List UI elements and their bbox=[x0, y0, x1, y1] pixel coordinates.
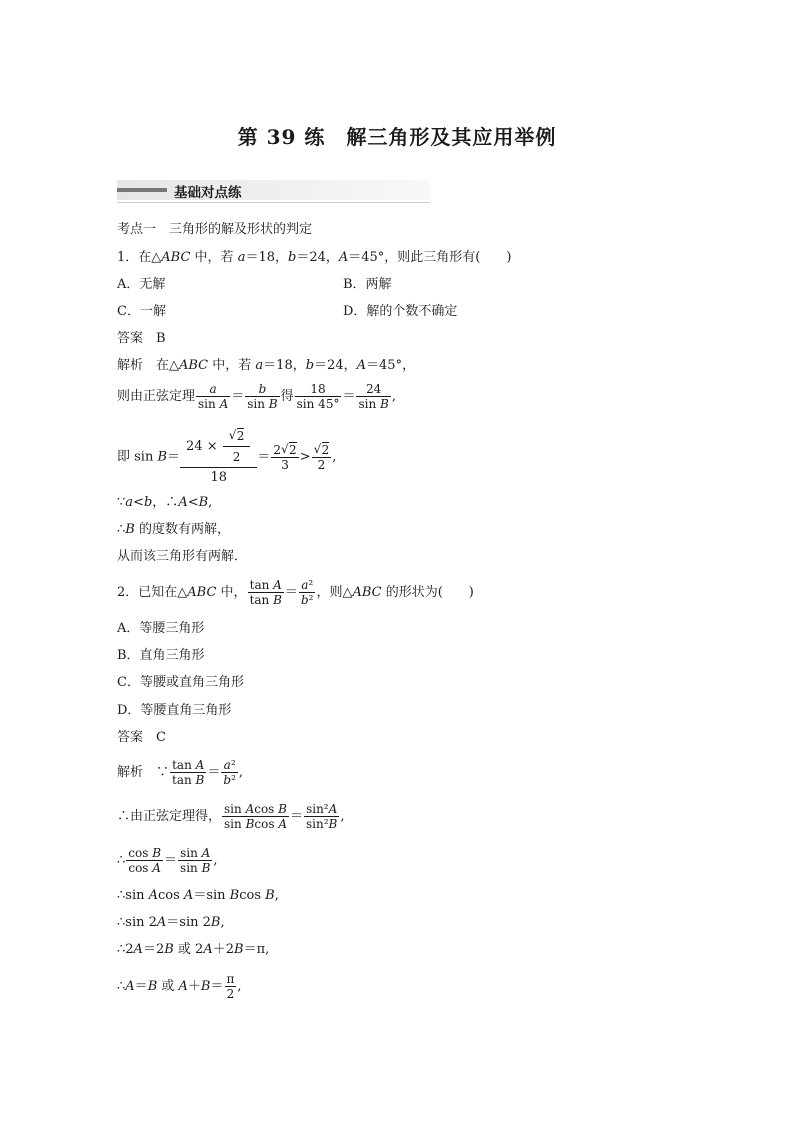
question-1-stem: 1．在△ABC 中，若 a＝18，b＝24，A＝45°，则此三角形有( ) bbox=[117, 250, 512, 265]
section-header bbox=[117, 180, 430, 200]
question-2-stem: 2．已知在△ABC 中， $\frac{\text{tan A}}{\text{tan B}}$ ＝ $\frac{\text{a²}}{\text{b²}}$ ，则△ABC 的形状为( ) bbox=[117, 578, 474, 607]
q2-step-sine-law: ∴由正弦定理得， $\frac{\text{sin Acos B}}{\text{sin Bcos A}}$ ＝ $\frac{\text{sin²A}}{\text{sin²B}}$ , bbox=[117, 802, 345, 831]
q2-option-a: A．等腰三角形 bbox=[117, 621, 205, 636]
q2-step-ratio: ∴ $\frac{\text{cos B}}{\text{cos A}}$ ＝ $\frac{\text{sin A}}{\text{sin B}}$ , bbox=[117, 846, 218, 875]
q1-since-line: ∵a<b，∴A<B, bbox=[117, 495, 213, 510]
q2-step-double: ∴sin 2A＝sin 2B, bbox=[117, 915, 225, 930]
q2-answer: 答案 C bbox=[117, 730, 166, 745]
q2-step-angles: ∴2A＝2B 或 2A＋2B＝π, bbox=[117, 942, 270, 957]
q1-option-a: A．无解 bbox=[117, 277, 166, 292]
q1-answer: 答案 B bbox=[117, 331, 166, 346]
q2-option-d: D．等腰直角三角形 bbox=[117, 703, 232, 718]
q2-option-c: C．等腰或直角三角形 bbox=[117, 675, 244, 690]
q1-option-c: C．一解 bbox=[117, 304, 166, 319]
topic-heading: 考点一 三角形的解及形状的判定 bbox=[117, 222, 313, 237]
page-title: 第 39 练 解三角形及其应用举例 bbox=[237, 125, 557, 149]
section-divider bbox=[117, 202, 430, 203]
q1-sine-law-line: 则由正弦定理 $\frac{a}{\text{sin A}}$ ＝ $\frac{b}{\text{sin B}}$ 得 $\frac{18}{\sin 45^\circ}$ ＝ $\frac{24}{\text{sin B}}$ , bbox=[117, 382, 396, 411]
q1-conclusion: 从而该三角形有两解． bbox=[117, 549, 248, 564]
q1-option-b: B．两解 bbox=[343, 277, 392, 292]
section-label: 基础对点练 bbox=[174, 185, 242, 201]
q2-analysis-line-1: 解析 ∵ $\frac{\text{tan A}}{\text{tan B}}$ ＝ $\frac{\text{a²}}{\text{b²}}$ , bbox=[117, 758, 244, 787]
q1-analysis-line-1: 解析 在△ABC 中，若 a＝18，b＝24，A＝45°， bbox=[117, 358, 416, 373]
section-stripe bbox=[117, 188, 167, 192]
q1-sinB-line: 即 sin B＝ 24 × √ $\frac{2}{2}$ 18 ＝ $\frac{2√ 2}{3}$ > √ $\frac{2}{2}$ , bbox=[117, 428, 336, 486]
q2-option-b: B．直角三角形 bbox=[117, 648, 205, 663]
q2-step-result: ∴A＝B 或 A＋B＝ $\frac{\pi}{2}$ , bbox=[117, 972, 242, 1001]
q2-step-product: ∴sin Acos A＝sin Bcos B, bbox=[117, 888, 279, 903]
q1-option-d: D．解的个数不确定 bbox=[343, 304, 458, 319]
q1-degree-line: ∴B 的度数有两解， bbox=[117, 522, 230, 537]
